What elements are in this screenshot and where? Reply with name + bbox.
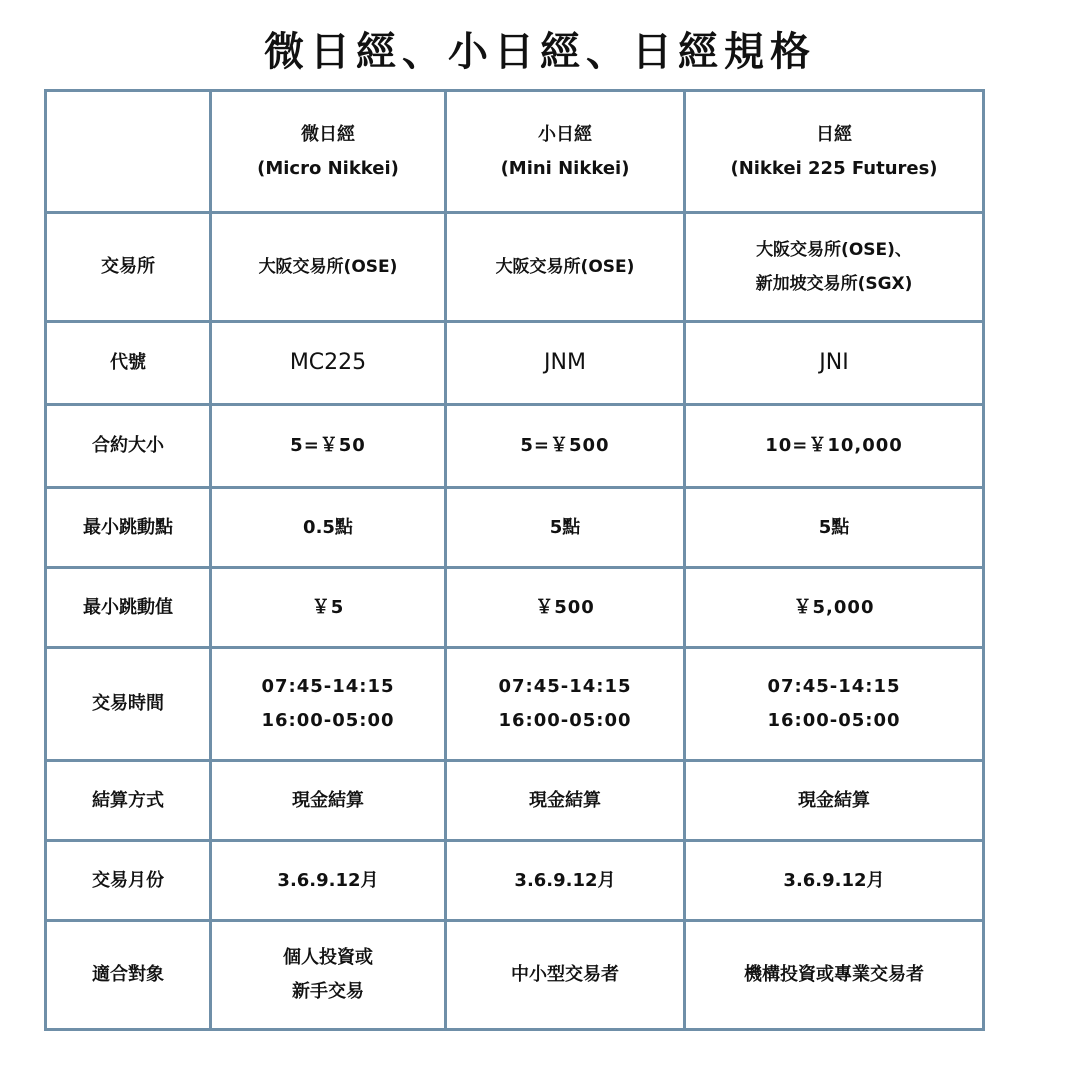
row-label-suitable: 適合對象 — [46, 921, 211, 1030]
cell-trading-hours-nikkei — [685, 648, 984, 761]
table-row — [46, 488, 984, 568]
page-title: 微日經、小日經、日經規格 — [264, 29, 816, 75]
spec-table — [44, 89, 985, 1031]
cell-trading-hours-mini — [446, 648, 685, 761]
col-header-micro-name: 微日經 — [301, 123, 355, 145]
cell-tick-value-mini: ￥500 — [446, 568, 685, 648]
row-label-tick-value: 最小跳動值 — [46, 568, 211, 648]
cell-suitable-micro-line1: 個人投資或 — [283, 947, 373, 968]
table-row — [46, 921, 984, 1030]
table-row — [46, 213, 984, 322]
cell-suitable-micro — [211, 921, 446, 1030]
col-header-micro — [211, 91, 446, 213]
col-header-micro-en: (Micro Nikkei) — [257, 157, 399, 179]
cell-trading-hours-nikkei-night: 16:00-05:00 — [767, 710, 901, 731]
cell-min-tick-micro: 0.5點 — [211, 488, 446, 568]
cell-suitable-micro-line2: 新手交易 — [292, 981, 364, 1002]
cell-suitable-nikkei: 機構投資或專業交易者 — [685, 921, 984, 1030]
cell-tick-value-micro: ￥5 — [211, 568, 446, 648]
cell-min-tick-mini: 5點 — [446, 488, 685, 568]
row-label-months: 交易月份 — [46, 841, 211, 921]
row-label-settlement: 結算方式 — [46, 761, 211, 841]
row-label-trading-hours: 交易時間 — [46, 648, 211, 761]
cell-contract-size-mini: 5=￥500 — [446, 405, 685, 488]
col-header-nikkei-en: (Nikkei 225 Futures) — [730, 157, 938, 179]
cell-trading-hours-micro-night: 16:00-05:00 — [261, 710, 395, 731]
cell-suitable-mini: 中小型交易者 — [446, 921, 685, 1030]
table-row — [46, 761, 984, 841]
cell-trading-hours-mini-day: 07:45-14:15 — [498, 676, 632, 697]
col-header-nikkei — [685, 91, 984, 213]
cell-code-mini: JNM — [446, 322, 685, 405]
cell-contract-size-nikkei: 10=￥10,000 — [685, 405, 984, 488]
cell-exchange-micro: 大阪交易所(OSE) — [211, 213, 446, 322]
col-header-mini-en: (Mini Nikkei) — [500, 157, 630, 179]
cell-exchange-nikkei — [685, 213, 984, 322]
cell-months-micro: 3.6.9.12月 — [211, 841, 446, 921]
row-label-code: 代號 — [46, 322, 211, 405]
table-row — [46, 405, 984, 488]
row-label-exchange: 交易所 — [46, 213, 211, 322]
cell-months-mini: 3.6.9.12月 — [446, 841, 685, 921]
cell-contract-size-micro: 5=￥50 — [211, 405, 446, 488]
cell-trading-hours-micro — [211, 648, 446, 761]
cell-months-nikkei: 3.6.9.12月 — [685, 841, 984, 921]
table-row — [46, 841, 984, 921]
header-row — [46, 91, 984, 213]
cell-settlement-micro: 現金結算 — [211, 761, 446, 841]
table-row — [46, 648, 984, 761]
cell-exchange-nikkei-line2: 新加坡交易所(SGX) — [755, 274, 913, 294]
cell-trading-hours-nikkei-day: 07:45-14:15 — [767, 676, 901, 697]
table-row — [46, 322, 984, 405]
cell-settlement-nikkei: 現金結算 — [685, 761, 984, 841]
cell-min-tick-nikkei: 5點 — [685, 488, 984, 568]
col-header-nikkei-name: 日經 — [816, 123, 852, 145]
table-row — [46, 568, 984, 648]
col-header-mini-name: 小日經 — [538, 123, 592, 145]
col-header-mini — [446, 91, 685, 213]
cell-exchange-mini: 大阪交易所(OSE) — [446, 213, 685, 322]
cell-trading-hours-mini-night: 16:00-05:00 — [498, 710, 632, 731]
cell-settlement-mini: 現金結算 — [446, 761, 685, 841]
cell-trading-hours-micro-day: 07:45-14:15 — [261, 676, 395, 697]
cell-tick-value-nikkei: ￥5,000 — [685, 568, 984, 648]
cell-code-micro: MC225 — [211, 322, 446, 405]
cell-code-nikkei: JNI — [685, 322, 984, 405]
row-label-contract-size: 合約大小 — [46, 405, 211, 488]
cell-exchange-nikkei-line1: 大阪交易所(OSE)、 — [756, 240, 912, 260]
corner-cell — [46, 91, 211, 213]
row-label-min-tick: 最小跳動點 — [46, 488, 211, 568]
